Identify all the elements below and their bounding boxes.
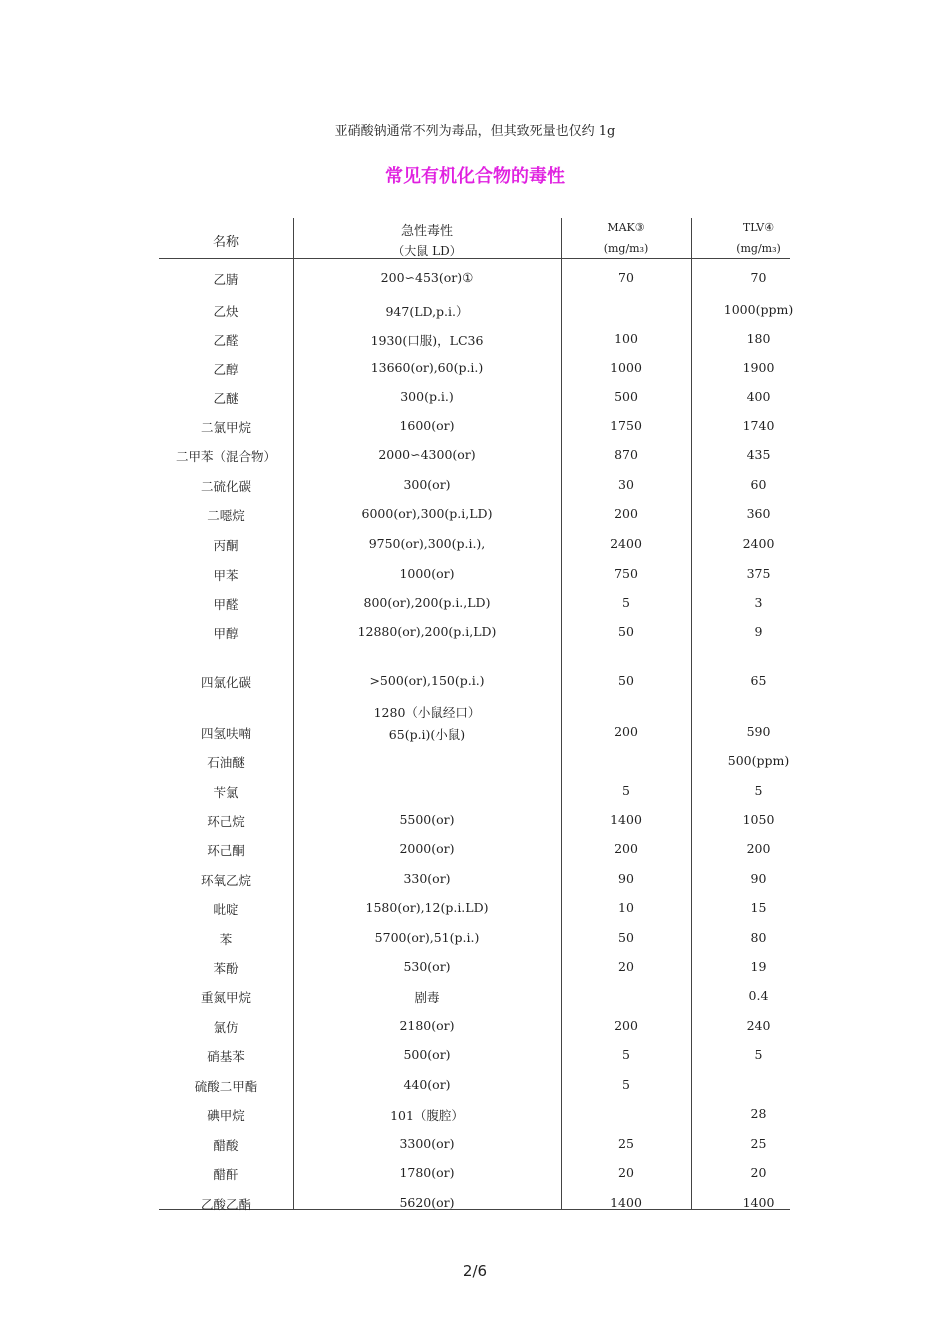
cell-acute-toxicity: 200∽453(or)① <box>380 270 474 285</box>
cell-acute-toxicity: 947(LD,p.i.） <box>385 304 469 319</box>
header-mak-unit: (mg/m₃) <box>603 242 649 255</box>
cell-name: 石油醚 <box>207 755 245 770</box>
cell-acute-toxicity: 300(or) <box>403 477 451 492</box>
cell-mak: 20 <box>618 959 634 974</box>
cell-tlv: 2400 <box>742 536 775 551</box>
cell-tlv: 80 <box>750 930 767 945</box>
cell-name: 乙醛 <box>213 333 239 348</box>
cell-mak: 70 <box>618 270 634 285</box>
cell-mak: 50 <box>618 624 634 639</box>
cell-name: 环氧乙烷 <box>200 873 251 888</box>
cell-name: 二硫化碳 <box>200 479 251 494</box>
cell-tlv: 435 <box>746 447 771 462</box>
cell-acute-toxicity: 1600(or) <box>399 418 455 433</box>
cell-name: 重氮甲烷 <box>200 990 251 1005</box>
cell-mak: 200 <box>614 841 638 856</box>
cell-acute-toxicity: 2180(or) <box>399 1018 455 1033</box>
cell-mak: 200 <box>614 724 638 739</box>
cell-name: 苯酚 <box>213 961 239 976</box>
cell-acute-toxicity: 5620(or) <box>399 1195 455 1210</box>
cell-acute-toxicity: 1280（小鼠经口） 65(p.i)(小鼠) <box>373 705 481 742</box>
cell-name: 氯仿 <box>213 1020 239 1035</box>
cell-mak: 50 <box>618 930 634 945</box>
page-number: 2/6 <box>462 1262 488 1280</box>
cell-name: 苄氯 <box>213 785 239 800</box>
cell-acute-toxicity: 13660(or),60(p.i.) <box>370 360 484 375</box>
header-tlv-unit: (mg/m₃) <box>736 242 781 255</box>
cell-tlv: 3 <box>754 595 763 610</box>
cell-name: 醋酐 <box>213 1167 239 1182</box>
cell-name: 乙炔 <box>213 304 239 319</box>
cell-tlv: 240 <box>746 1018 771 1033</box>
cell-tlv: 200 <box>746 841 771 856</box>
cell-acute-toxicity: 800(or),200(p.i.,LD) <box>363 595 491 610</box>
intro-text: 亚硝酸钠通常不列为毒品，但其致死量也仅约 1g <box>334 124 616 139</box>
cell-acute-toxicity: 101（腹腔） <box>390 1108 464 1123</box>
cell-mak: 1000 <box>610 360 642 375</box>
cell-name: 二氯甲烷 <box>200 420 251 435</box>
cell-acute-toxicity: 5700(or),51(p.i.) <box>374 930 480 945</box>
cell-tlv: 28 <box>750 1106 767 1121</box>
cell-acute-toxicity: 12880(or),200(p.i,LD) <box>357 624 497 639</box>
cell-acute-toxicity: 1930(口服)，LC36 <box>370 333 484 348</box>
cell-tlv: 25 <box>750 1136 767 1151</box>
cell-name: 乙醚 <box>213 391 239 406</box>
cell-acute-toxicity: 300(p.i.) <box>400 389 454 404</box>
cell-name: 二甲苯（混合物） <box>175 449 276 464</box>
header-mak: MAK③ <box>607 221 645 234</box>
cell-tlv: 500(ppm) <box>727 753 790 768</box>
cell-tlv: 5 <box>754 783 763 798</box>
cell-mak: 25 <box>618 1136 634 1151</box>
cell-tlv: 590 <box>746 724 771 739</box>
cell-mak: 200 <box>614 506 638 521</box>
cell-acute-toxicity: 440(or) <box>403 1077 451 1092</box>
cell-mak: 5 <box>622 783 630 798</box>
cell-mak: 30 <box>618 477 634 492</box>
cell-mak: 5 <box>622 1047 630 1062</box>
cell-acute-toxicity: 1580(or),12(p.i.LD) <box>365 900 489 915</box>
cell-acute-toxicity: 1780(or) <box>399 1165 455 1180</box>
cell-mak: 5 <box>622 595 630 610</box>
cell-tlv: 1900 <box>742 360 775 375</box>
cell-mak: 200 <box>614 1018 638 1033</box>
header-tlv: TLV④ <box>742 221 775 234</box>
cell-tlv: 90 <box>750 871 767 886</box>
cell-mak: 1400 <box>610 812 642 827</box>
cell-name: 环己烷 <box>207 814 245 829</box>
cell-tlv: 19 <box>750 959 767 974</box>
header-name: 名称 <box>212 235 239 250</box>
cell-name: 硝基苯 <box>207 1049 245 1064</box>
cell-acute-toxicity: 330(or) <box>403 871 451 886</box>
cell-name: 四氢呋喃 <box>200 726 251 741</box>
cell-acute-toxicity: 剧毒 <box>414 990 440 1005</box>
cell-acute-toxicity: 2000∽4300(or) <box>378 447 476 462</box>
cell-name: 碘甲烷 <box>207 1108 245 1123</box>
cell-name: 乙酸乙酯 <box>200 1197 251 1212</box>
cell-acute-toxicity: 2000(or) <box>399 841 455 856</box>
cell-name: 硫酸二甲酯 <box>194 1079 258 1094</box>
cell-tlv: 180 <box>746 331 771 346</box>
cell-mak: 870 <box>614 447 638 462</box>
cell-tlv: 9 <box>754 624 763 639</box>
cell-mak: 2400 <box>610 536 642 551</box>
cell-tlv: 1000(ppm) <box>723 302 794 317</box>
cell-tlv: 1400 <box>742 1195 775 1210</box>
cell-acute-toxicity: 1000(or) <box>399 566 455 581</box>
cell-tlv: 1740 <box>742 418 775 433</box>
cell-name: 吡啶 <box>213 902 239 917</box>
cell-acute-toxicity: 530(or) <box>403 959 451 974</box>
cell-acute-toxicity: 5500(or) <box>399 812 455 827</box>
cell-tlv: 5 <box>754 1047 763 1062</box>
cell-tlv: 65 <box>750 673 767 688</box>
cell-mak: 10 <box>618 900 634 915</box>
header-acute-toxicity: 急性毒性 <box>400 224 453 239</box>
cell-mak: 90 <box>618 871 634 886</box>
cell-mak: 750 <box>614 566 638 581</box>
cell-tlv: 375 <box>746 566 771 581</box>
cell-name: 丙酮 <box>213 538 239 553</box>
toxicity-table <box>159 218 794 1212</box>
cell-tlv: 0.4 <box>748 988 769 1003</box>
cell-mak: 100 <box>614 331 638 346</box>
cell-tlv: 400 <box>746 389 771 404</box>
cell-tlv: 15 <box>750 900 767 915</box>
cell-mak: 20 <box>618 1165 634 1180</box>
cell-name: 二噁烷 <box>207 508 245 523</box>
cell-mak: 50 <box>618 673 634 688</box>
cell-acute-toxicity: 3300(or) <box>399 1136 455 1151</box>
cell-name: 醋酸 <box>213 1138 239 1153</box>
cell-acute-toxicity: 6000(or),300(p.i,LD) <box>361 506 493 521</box>
cell-name: 四氯化碳 <box>200 675 251 690</box>
cell-tlv: 1050 <box>742 812 775 827</box>
cell-mak: 1750 <box>610 418 642 433</box>
cell-tlv: 360 <box>746 506 771 521</box>
cell-mak: 1400 <box>610 1195 642 1210</box>
cell-tlv: 60 <box>750 477 767 492</box>
cell-name: 乙腈 <box>213 272 239 287</box>
cell-name: 甲醇 <box>213 626 239 641</box>
page-title: 常见有机化合物的毒性 <box>385 166 565 187</box>
cell-mak: 500 <box>614 389 638 404</box>
cell-acute-toxicity: 500(or) <box>403 1047 451 1062</box>
cell-acute-toxicity: 9750(or),300(p.i.), <box>368 536 486 551</box>
cell-mak: 5 <box>622 1077 630 1092</box>
cell-tlv: 70 <box>750 270 767 285</box>
cell-name: 甲醛 <box>213 597 239 612</box>
cell-acute-toxicity: >500(or),150(p.i.) <box>369 673 485 688</box>
header-acute-unit: （大鼠 LD） <box>392 244 462 258</box>
cell-tlv: 20 <box>750 1165 767 1180</box>
cell-name: 乙醇 <box>213 362 239 377</box>
cell-name: 苯 <box>219 932 233 947</box>
cell-name: 甲苯 <box>213 568 239 583</box>
cell-name: 环己酮 <box>207 843 245 858</box>
